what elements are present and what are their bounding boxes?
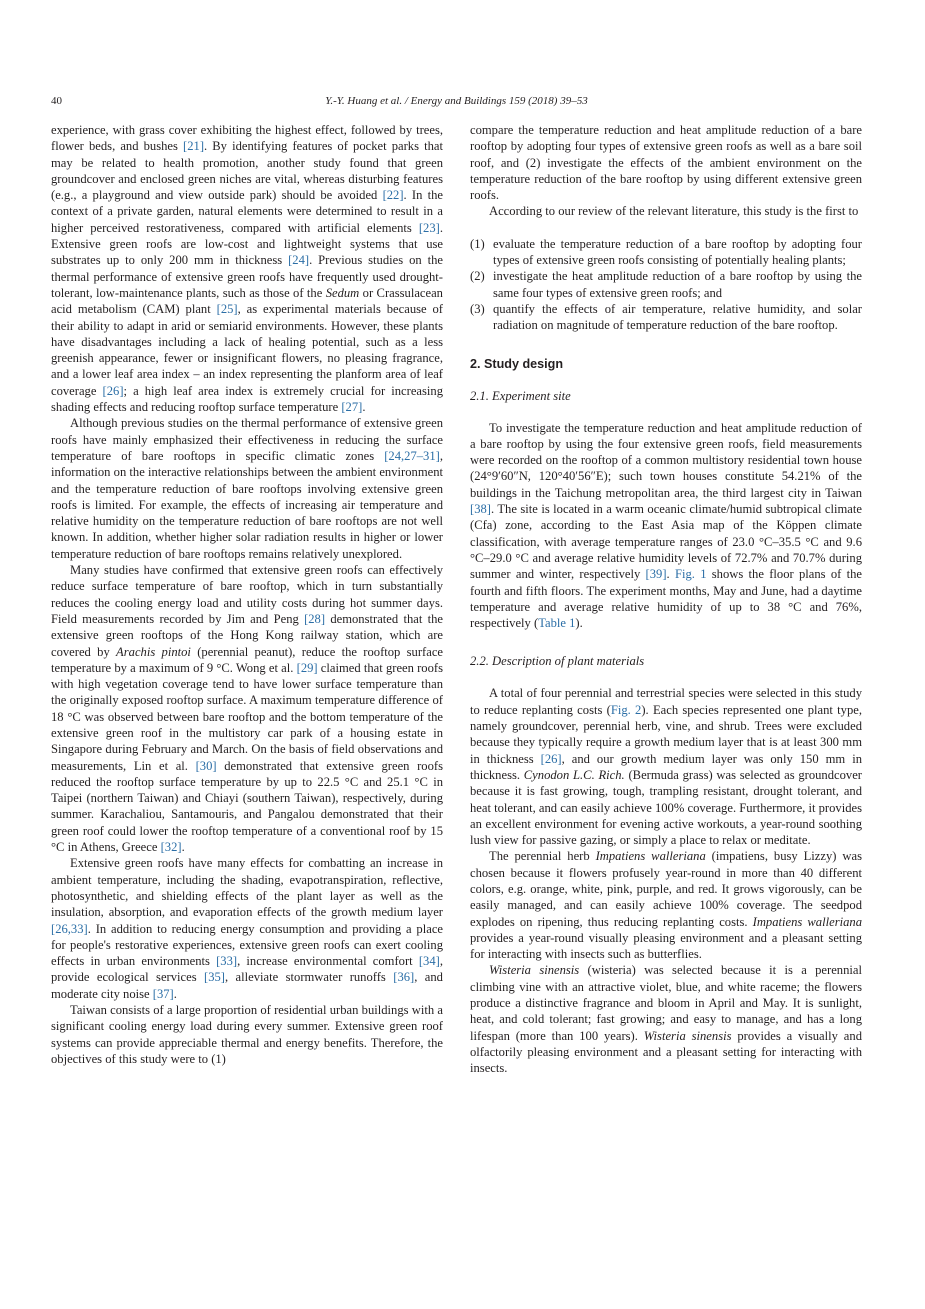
- text-run: (perennial peanut), reduce the rooftop surface temperature by a maximum of 9 °C. Wong et al.: [51, 644, 443, 675]
- text-run: . In the context of a private garden, natural elements were determined to result in a higher perceived restorativeness, compared with artificial elements: [51, 188, 443, 235]
- paragraph: [51, 855, 443, 1002]
- text-run: .: [173, 986, 177, 1001]
- text-run: , and our growth medium layer was only 150 mm in thickness.: [470, 751, 862, 782]
- text-run: . By identifying features of pocket parks that may be related to health promotion, another study found that green groundcover and enclosed green niches are vital, whereas disturbing features (e.g., a playground and view outside park) should be avoided: [51, 139, 443, 203]
- list-item: [470, 236, 862, 269]
- text-run: To investigate the temperature reduction and heat amplitude reduction of a bare rooftop by using the four extensive green roofs, field measurements were recorded on the rooftop of a common multistory residential town house (24°9′60″N, 120°40′56″E); such town houses constitute 54.21% of the buildings in the Taichung metropolitan area, the third largest city in Taiwan: [470, 420, 862, 500]
- citation-link[interactable]: [35]: [204, 970, 225, 985]
- list-item: [470, 301, 862, 334]
- text-run: Extensive green roofs have many effects for combatting an increase in ambient temperature, including the shading, evapotranspiration, reflective, photosynthetic, and shielding effects of the plant layer as well as the insulation, absorption, and evaporation effects of the growth medium layer: [51, 856, 443, 920]
- list-number: (2): [470, 269, 485, 284]
- text-run: Although previous studies on the thermal performance of extensive green roofs have mainly emphasized their effectiveness in reducing the surface temperature of bare rooftops in specific climatic zones: [51, 416, 443, 463]
- citation-link[interactable]: [22]: [382, 188, 404, 203]
- paragraph: [470, 685, 862, 848]
- page-number: 40: [51, 95, 62, 107]
- citation-link[interactable]: [34]: [418, 954, 440, 969]
- list-number: (3): [470, 301, 485, 316]
- table-link[interactable]: Table 1: [538, 616, 576, 631]
- citation-link[interactable]: [38]: [470, 502, 491, 517]
- list-item: [470, 268, 862, 301]
- paragraph: [470, 420, 862, 632]
- paragraph: compare the temperature reduction and heat amplitude reduction of a bare rooftop by adopting four types of extensive green roofs as well as a bare soil roof, and (2) investigate the effects of the ambient environment on the temperature reduction of the bare rooftop by using different extensive green roofs.: [470, 123, 862, 203]
- text-run: demonstrated that the extensive green rooftops of the Hong Kong railway station, which are covered by: [51, 611, 443, 659]
- list-text: quantify the effects of air temperature, relative humidity, and solar radiation on magnitude of temperature reduction of the bare rooftop.: [493, 301, 862, 333]
- species-name: Cynodon L.C. Rich.: [523, 767, 625, 782]
- text-run: (impatiens, busy Lizzy) was chosen because it flowers profusely year-round in more than 40 different colors, e.g. orange, white, pink, purple, and red. It grows vigorously, can be easily managed, and can easily achieve 100% coverage. The seedpod explodes on ripening, thus reducing replanting costs.: [470, 849, 862, 929]
- spacer: [470, 631, 862, 653]
- citation-link[interactable]: [32]: [160, 840, 182, 855]
- citation-link[interactable]: [30]: [195, 758, 217, 773]
- list-text: evaluate the temperature reduction of a bare rooftop by adopting four types of extensive green roofs consisting of potentially healing plants;: [493, 236, 862, 268]
- paragraph: According to our review of the relevant literature, this study is the first to: [489, 204, 859, 219]
- section-heading: 2. Study design: [470, 356, 564, 371]
- text-run: .: [181, 840, 185, 855]
- subsection-heading: 2.1. Experiment site: [470, 388, 571, 403]
- citation-link[interactable]: [39]: [645, 567, 667, 582]
- species-name: Impatiens walleriana: [595, 849, 706, 864]
- citation-link[interactable]: [37]: [152, 986, 174, 1001]
- text-run: , increase environmental comfort: [237, 954, 419, 969]
- text-run: ).: [575, 616, 583, 631]
- text-run: experience, with grass cover exhibiting the highest effect, followed by trees, flower beds, and bushes: [51, 123, 443, 154]
- citation-link[interactable]: [21]: [183, 139, 205, 154]
- list-text: investigate the heat amplitude reduction of a bare rooftop by using the same four types of extensive green roofs; and: [493, 269, 862, 300]
- paragraph: [470, 962, 862, 1076]
- citation-link[interactable]: [25]: [216, 302, 238, 317]
- citation-link[interactable]: [23]: [418, 220, 440, 235]
- text-run: . The site is located in a warm oceanic climate/humid subtropical climate (Cfa) zone, according to the East Asia map of the Köppen climate classification, with average temperature ranges of 23.0 °C–35.5 °C and 9.6 °C–29.0 °C and average relative humidity levels of 72.7% and 70.7% during summer and winter, respectively: [470, 502, 862, 582]
- citation-link[interactable]: [29]: [296, 660, 318, 675]
- paragraph: [51, 562, 443, 855]
- text-run: , information on the interactive relationships between the ambient environment and the temperature reduction of bare rooftops involving extensive green roofs is limited. For example, the effects of increasing air temperature and relative humidity on the temperature reduction of bare rooftops are not well known. In addition, whether higher solar radiation results in higher or lower temperature reduction of bare rooftops remains relatively unexplored.: [51, 448, 443, 561]
- species-name: Impatiens walleriana: [752, 914, 862, 929]
- species-name: Arachis pintoi: [116, 644, 191, 659]
- citation-link[interactable]: [36]: [393, 970, 415, 985]
- paragraph: [51, 415, 443, 562]
- page-header: [51, 93, 862, 109]
- citation-link[interactable]: [27]: [341, 400, 363, 415]
- text-run: , and moderate city noise: [51, 970, 443, 1001]
- running-title: Y.-Y. Huang et al. / Energy and Buildings 159 (2018) 39–53: [325, 95, 588, 107]
- citation-link[interactable]: [26,33]: [51, 921, 88, 936]
- text-run: ). Each species represented one plant type, namely groundcover, perennial herb, vine, and shrub. Trees were excluded because they typically require a growth medium layer that is at least 300 mm in thickness: [470, 702, 862, 766]
- figure-link[interactable]: Fig. 1: [674, 567, 707, 582]
- citation-link[interactable]: [28]: [304, 611, 326, 626]
- text-run: , provide ecological services: [51, 954, 443, 985]
- species-name: Sedum: [325, 285, 360, 300]
- text-run: .: [666, 567, 675, 582]
- text-run: (Bermuda grass) was selected as groundcover because it is fast growing, tough, trampling resistant, drought tolerant, and heat tolerant, and can easily achieve 100% coverage. Furthermore, it provides an excellent environment for evening active workouts, a year-round soothing lush view for passive gazing, or simply a place to relax or meditate.: [470, 767, 862, 848]
- text-run: .: [362, 400, 366, 415]
- left-column: [51, 122, 443, 1067]
- text-run: . Previous studies on the thermal performance of extensive green roofs have frequently used drought-tolerant, low-maintenance plants, such as those of the: [51, 253, 443, 300]
- citation-link[interactable]: [26]: [540, 751, 562, 766]
- citation-link[interactable]: [26]: [102, 383, 124, 398]
- text-run: demonstrated that extensive green roofs reduced the rooftop surface temperature by up to 22.5 °C and 25.1 °C in Taipei (northern Taiwan) and Chiayi (southern Taiwan), respectively, during summer. Karachaliou, Santamouris, and Pangalou demonstrated that their green roof could lower the rooftop temperature of a conventional roof by 15 °C in Athens, Greece: [51, 758, 443, 855]
- list-number: (1): [470, 236, 485, 251]
- text-run: ; a high leaf area index is extremely crucial for increasing shading effects and reducing rooftop surface temperature: [51, 383, 443, 415]
- paragraph: Taiwan consists of a large proportion of residential urban buildings with a significant cooling energy load during every summer. Extensive green roof systems can provide appreciable thermal and energy benefits. Therefore, the objectives of this study were to (1): [51, 1003, 443, 1066]
- subsection-heading: 2.2. Description of plant materials: [470, 654, 645, 669]
- species-name: Wisteria sinensis: [489, 963, 580, 978]
- text-run: A total of four perennial and terrestrial species were selected in this study to reduce replanting costs (: [470, 686, 862, 717]
- text-run: provides a visually and olfactorily pleasing environment and a pleasant setting for interacting with insects.: [470, 1028, 862, 1076]
- citation-link[interactable]: [24]: [288, 253, 310, 268]
- paragraph: [51, 122, 443, 415]
- paragraph: [470, 848, 862, 962]
- text-run: provides a year-round visually pleasing environment and a pleasant setting for interacting with insects such as butterflies.: [470, 930, 862, 962]
- text-run: Many studies have confirmed that extensive green roofs can effectively reduce surface temperature of bare rooftop, which in turn substantially reduces the cooling energy load and utility costs during hot summer days. Field measurements recorded by Jim and Peng: [51, 563, 443, 626]
- citation-link[interactable]: [33]: [216, 954, 238, 969]
- species-name: Wisteria sinensis: [643, 1028, 732, 1043]
- figure-link[interactable]: Fig. 2: [610, 702, 642, 717]
- text-run: shows the floor plans of the fourth and fifth floors. The experiment months, May and June, had a daytime temperature and average relative humidity of up to 38 °C and 76%, respectively (: [470, 567, 862, 631]
- text-run: (wisteria) was selected because it is a perennial climbing vine with an attractive violet, blue, and white raceme; the flowers produce a distinctive fragrance and bloom in April and May. It is sunlight, heat, and cold tolerant; fast growing; and easy to manage, and has a long lifespan (more than 100 years).: [470, 963, 862, 1043]
- text-run: or Crassulacean acid metabolism (CAM) plant: [51, 285, 443, 317]
- objectives-list: [470, 236, 862, 334]
- text-run: . In addition to reducing energy consumption and providing a place for people's restorative experiences, extensive green roofs can exert cooling effects in urban environments: [51, 921, 443, 969]
- text-run: , as experimental materials because of their ability to adapt in arid or semiarid environments. However, these plants have disadvantages including a lack of healing potential, such as a less greenish appearance, fewer or insignificant flowers, no pleasing fragrance, and a lower leaf area index – an index representing the planform area of leaf coverage: [51, 302, 444, 398]
- text-run: claimed that green roofs with high vegetation coverage tend to have lower surface temperature than the originally exposed rooftop surface. A maximum temperature difference of 18 °C was observed between bare rooftop and the bottom temperature of the extensive green roof in the multistory car park of a housing estate in Singapore during February and March. On the basis of field observations and measurements, Lin et al.: [51, 660, 443, 773]
- text-run: The perennial herb: [489, 849, 596, 864]
- right-column: [470, 122, 862, 1077]
- text-run: , alleviate stormwater runoffs: [225, 970, 394, 985]
- citation-link[interactable]: [24,27–31]: [384, 448, 440, 463]
- text-run: . Extensive green roofs are low-cost and lightweight systems that use substrates up to only 200 mm in thickness: [51, 220, 443, 268]
